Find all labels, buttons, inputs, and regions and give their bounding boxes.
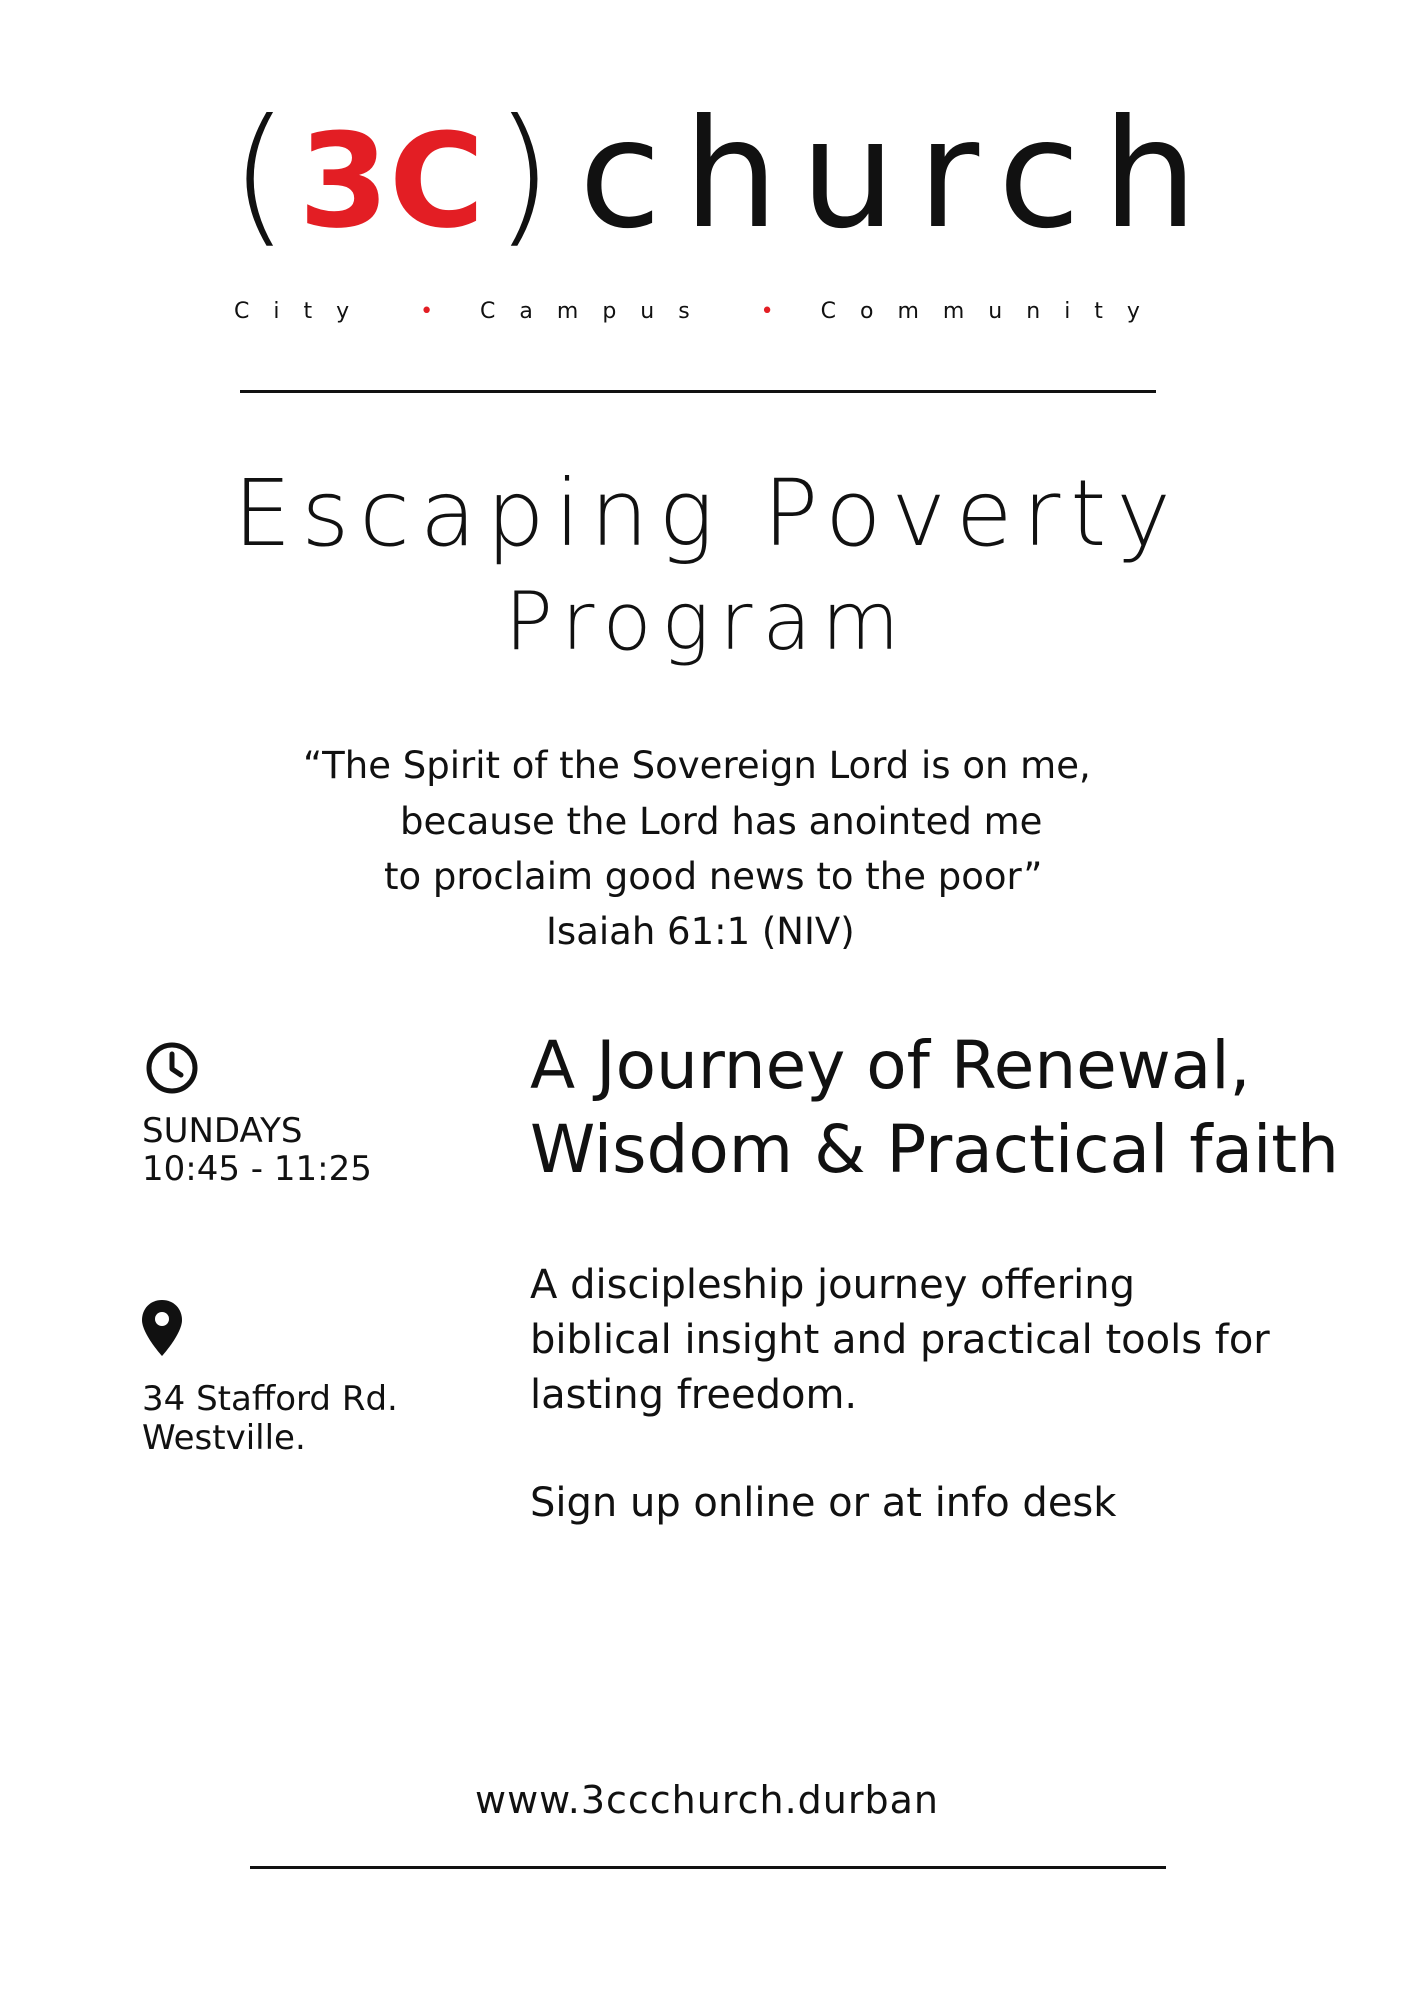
tagline-dot: • xyxy=(760,298,774,324)
program-title-line1: Escaping Poverty xyxy=(233,460,1181,567)
tagline-city: City xyxy=(234,298,374,324)
clock-icon xyxy=(144,1040,200,1096)
church-logo xyxy=(230,88,1220,262)
logo-3c-mark: 3C xyxy=(298,105,485,257)
tagline-community: Community xyxy=(820,298,1164,324)
tagline-dot: • xyxy=(420,298,434,324)
verse-line1: “The Spirit of the Sovereign Lord is on me, xyxy=(303,744,1091,787)
description-line2: biblical insight and practical tools for xyxy=(530,1317,1270,1363)
schedule-time: 10:45 - 11:25 xyxy=(142,1149,372,1189)
logo-church-word: church xyxy=(578,88,1220,262)
verse-reference: Isaiah 61:1 (NIV) xyxy=(546,910,855,953)
logo-open-paren: ( xyxy=(230,88,289,262)
headline-line1: A Journey of Renewal, xyxy=(530,1027,1251,1104)
map-pin-icon xyxy=(140,1298,184,1358)
description-line1: A discipleship journey offering xyxy=(530,1262,1136,1308)
program-description xyxy=(530,1258,1380,1423)
schedule-day: SUNDAYS xyxy=(142,1111,303,1151)
tagline-campus: Campus xyxy=(480,298,714,324)
description-line3: lasting freedom. xyxy=(530,1372,858,1418)
logo-close-paren: ) xyxy=(494,88,553,262)
verse-line3: to proclaim good news to the poor” xyxy=(384,855,1043,898)
verse-line2: because the Lord has anointed me xyxy=(400,800,1043,843)
top-divider xyxy=(240,390,1156,393)
location-line1: 34 Stafford Rd. xyxy=(142,1379,398,1419)
logo-tagline xyxy=(234,296,1164,326)
headline-line2: Wisdom & Practical faith xyxy=(530,1111,1340,1188)
signup-text: Sign up online or at info desk xyxy=(530,1480,1117,1526)
bottom-divider xyxy=(250,1866,1166,1869)
program-title-line2: Program xyxy=(504,575,910,668)
location-line2: Westville. xyxy=(142,1418,306,1458)
journey-headline xyxy=(530,1024,1390,1192)
website-url: www.3ccchurch.durban xyxy=(474,1778,939,1822)
